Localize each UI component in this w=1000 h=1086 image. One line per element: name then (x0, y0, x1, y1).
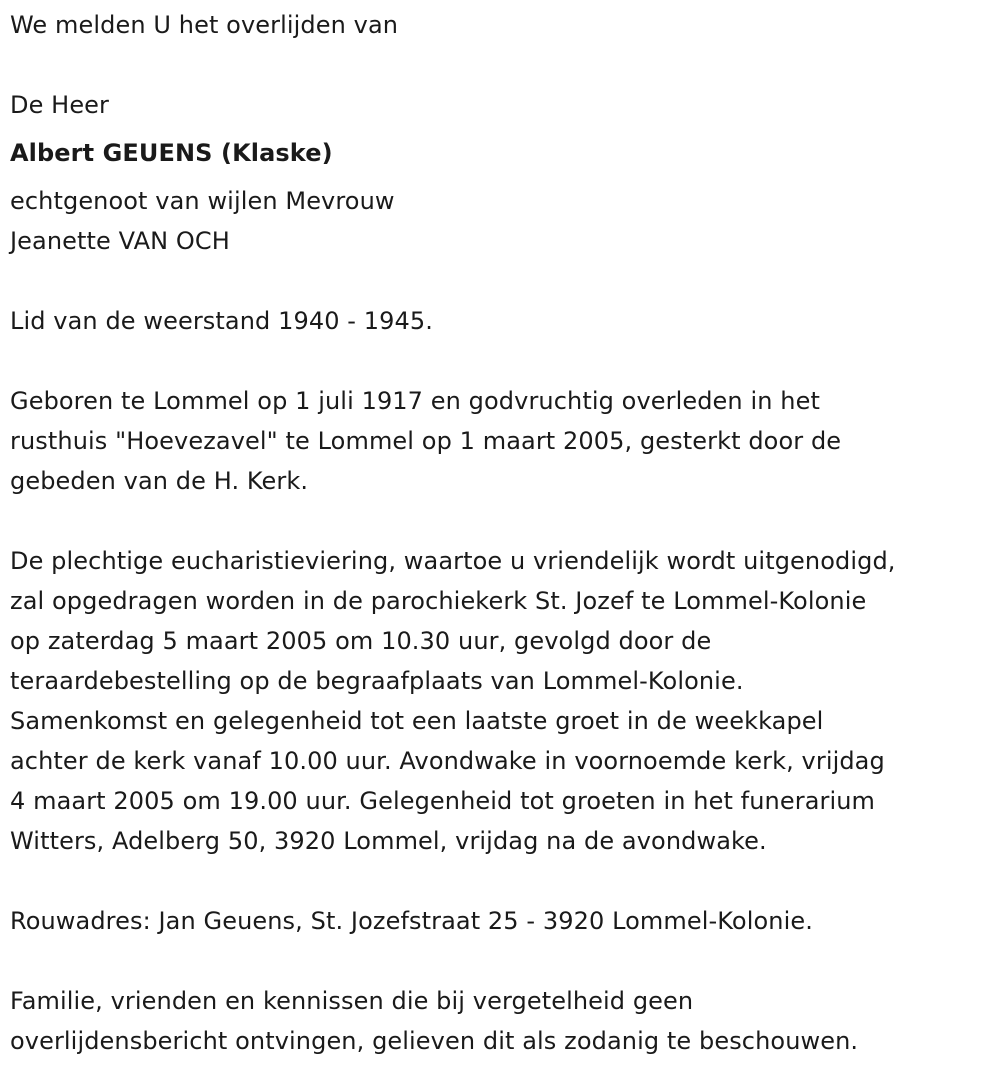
ceremony-line: teraardebestelling op de begraafplaats van Lommel-Kolonie. (10, 667, 744, 695)
birth-death-line: gebeden van de H. Kerk. (10, 467, 309, 495)
ceremony-line: Samenkomst en gelegenheid tot een laatste groet in de weekkapel (10, 707, 824, 735)
ceremony-line: Witters, Adelberg 50, 3920 Lommel, vrijdag na de avondwake. (10, 827, 767, 855)
closing-line: overlijdensbericht ontvingen, gelieven dit als zodanig te beschouwen. (10, 1027, 859, 1055)
ceremony-line: De plechtige eucharistieviering, waartoe u vriendelijk wordt uitgenodigd, (10, 547, 896, 575)
ceremony-line: zal opgedragen worden in de parochiekerk St. Jozef te Lommel-Kolonie (10, 587, 867, 615)
title-prefix: De Heer (10, 91, 110, 119)
birth-death-line: Geboren te Lommel op 1 juli 1917 en godvruchtig overleden in het (10, 387, 820, 415)
closing-paragraph (10, 981, 990, 1061)
spouse-line-2: Jeanette VAN OCH (10, 227, 230, 255)
spouse-line-1: echtgenoot van wijlen Mevrouw (10, 187, 395, 215)
intro-text: We melden U het overlijden van (10, 11, 399, 39)
ceremony-paragraph (10, 541, 990, 861)
birth-death-paragraph (10, 381, 990, 501)
mourning-address: Rouwadres: Jan Geuens, St. Jozefstraat 25 - 3920 Lommel-Kolonie. (10, 907, 813, 935)
resistance-text: Lid van de weerstand 1940 - 1945. (10, 307, 434, 335)
deceased-name: Albert GEUENS (Klaske) (10, 139, 333, 167)
ceremony-line: achter de kerk vanaf 10.00 uur. Avondwake in voornoemde kerk, vrijdag (10, 747, 885, 775)
birth-death-line: rusthuis "Hoevezavel" te Lommel op 1 maart 2005, gesterkt door de (10, 427, 842, 455)
ceremony-line: op zaterdag 5 maart 2005 om 10.30 uur, gevolgd door de (10, 627, 712, 655)
ceremony-line: 4 maart 2005 om 19.00 uur. Gelegenheid tot groeten in het funerarium (10, 787, 876, 815)
closing-line: Familie, vrienden en kennissen die bij vergetelheid geen (10, 987, 694, 1015)
